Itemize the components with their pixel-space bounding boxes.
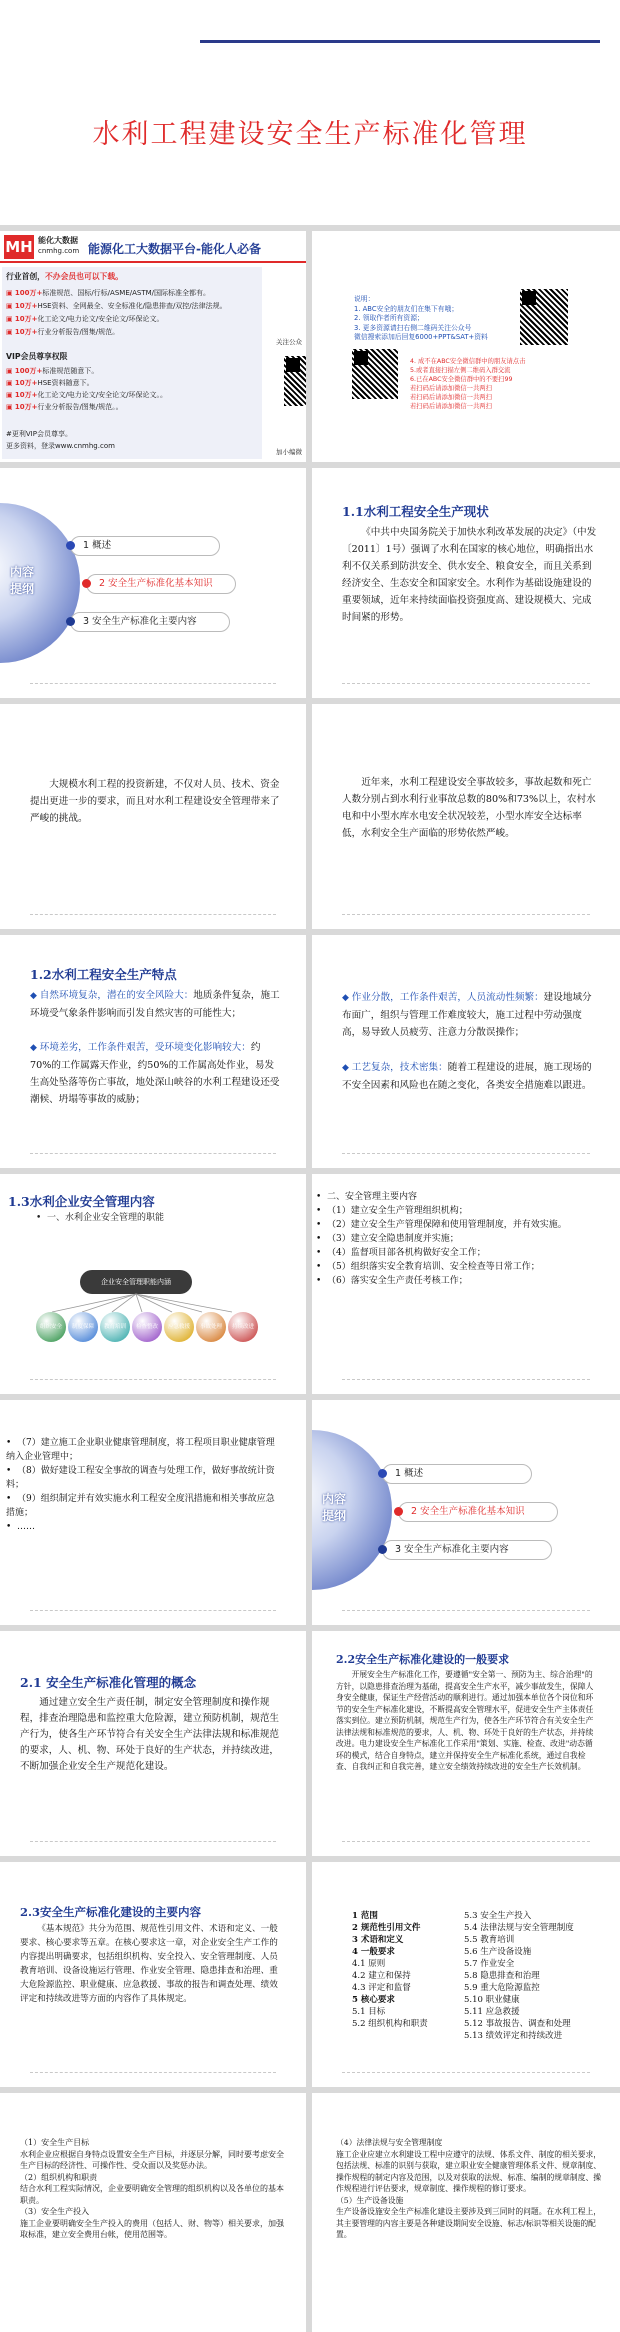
outline-item-2[interactable]: 2 安全生产标准化基本知识 (398, 1502, 558, 1522)
slide-2-3-detail (0, 2093, 306, 2332)
vip-title: VIP会员尊享权限 (6, 352, 68, 361)
slide-1-3-more (0, 1400, 306, 1625)
management-list: • 二、安全管理主要内容 • （1）建立安全生产管理组织机构； • （2）建立安全生产管理保障和使用管理制度，并有效实施。 • （3）建立安全隐患制度并实施； • （4）监督项目部各机构做好安全工作； • （5）组织落实安全教育培训、安全检查等日常工作； • （6）落实安全生产责任考核工作； (316, 1192, 567, 1286)
slide-2-2 (312, 1631, 620, 1856)
center-label: 企业安全管理职能内涵 (80, 1270, 192, 1294)
feature-2: ◆ 环境差劣，工作条件艰苦，受环境变化影响较大：约70%的工作属露天作业，约50%的工作属高处作业，易发生高处坠落等伤亡事故，地处深山峡谷的水利工程建设还受潮候、坍塌等事故的威胁； (30, 1042, 280, 1105)
slide-1-2 (0, 935, 306, 1168)
slide-2-1 (0, 1631, 306, 1856)
slide-1-3 (0, 1174, 306, 1394)
slide-1-1 (312, 468, 620, 698)
ad-footer2: 更多资料，登录www.cnmhg.com (6, 442, 115, 450)
logo: MH (4, 235, 34, 259)
bullet-dot (82, 579, 91, 588)
slide-2-3-toc (312, 1862, 620, 2087)
qr-code-icon (284, 356, 306, 406)
ball-1: 组织安全 (36, 1312, 66, 1342)
outline-label: 内容 提纲 (10, 565, 35, 596)
qr-note-2: 加小编微 (276, 448, 302, 456)
vip-list: ▣ 100万+标准规范随意下。 ▣ 10万+HSE资料随意下。 ▣ 10万+化工论文/电力论文/安全论文/环保论文。。 ▣ 10万+行业分析报告/图集/规范。。 (6, 367, 168, 411)
outline-item-1[interactable]: 1 概述 (70, 536, 220, 556)
sub-heading: • 一、水利企业安全管理的职能 (36, 1213, 165, 1223)
notice-blue: 说明： 1. ABC安全的朋友们在集下有哦； 2. 领取作者所有资源； 3. 更多资源请扫右侧二维码关注公众号 微信搜索添加后回复6000+PPT&SAT+资料 (354, 295, 488, 341)
section-text: 开展安全生产标准化工作，要遵循"安全第一、预防为主、综合治理"的方针，以隐患排查治理为基础，提高安全生产水平，减少事故发生，保障人身安全健康，保证生产经营活动的顺利进行。通过加强本单位各个岗位和环节的安全生产标准化建设，不断提高安全管理水平，促进安全生产主体责任落实到位。建立预防机制，规范生产行为，使各生产环节符合有关安全生产法律法规和标准规范的要求，人、机、物、环处于良好的生产状态，并持续改进。电力建设安全生产标准化工作采用"策划、实施、检查、改进"动态循环的模式，结合自身特点，建立并保持安全生产标准化系统，通过自我检查、自我纠正和自我完善，建立安全绩效持续改进的安全生产长效机制。 (336, 1670, 594, 1771)
ball-2: 制度保障 (68, 1312, 98, 1342)
page-title: 水利工程建设安全生产标准化管理 (92, 119, 528, 150)
section-text: 《中共中央国务院关于加快水利改革发展的决定》（中发〔2011〕1号）强调了水利在国家的核心地位，明确指出水利不仅关系到防洪安全、供水安全、粮食安全，而且关系到经济安全、生态安全和国家安全。水利作为基础设施建设的重要领域，近年来持续面临投资强度高、建设规模大、完成时间紧的形势。 (342, 527, 597, 623)
feature-1: ◆ 自然环境复杂，潜在的安全风险大：地质条件复杂，施工环境受气象条件影响而引发自然灾害的可能性大； (30, 990, 280, 1019)
bullet-dot (378, 1545, 387, 1554)
outline-slide-2 (312, 1400, 620, 1625)
logo-text: 能化大数据 (38, 236, 78, 245)
management-list-more: • （7）建立施工企业职业健康管理制度，将工程项目职业健康管理纳入企业管理中； • （8）做好建设工程安全事故的调查与处理工作，做好事故统计资料； • （9）组织制定并有效实施水利工程安全度汛措施和相关事故应急措施； • …… (6, 1438, 275, 1532)
section-heading: 2.3安全生产标准化建设的主要内容 (20, 1905, 202, 1919)
slide-accidents (312, 704, 620, 929)
detail-text: （1）安全生产目标 水利企业应根据自身特点设置安全生产目标，并逐层分解，同时要考虑安全生产目标的经济性、可操作性、受众面以及奖惩办法。 （2）组织机构和职责 结合水利工程实际情况，企业要明确安全管理的组织机构以及各单位的基本职责。 （3）安全生产投入 施工企业要明确安全生产投入的费用（包括人、财、物等）相关要求，加强取标准，建立安全费用台帐，使用范围等。 (20, 2138, 284, 2239)
slide-2-3-detail-cont (312, 2093, 620, 2332)
ball-row (36, 1312, 276, 1342)
outline-item-2[interactable]: 2 安全生产标准化基本知识 (86, 574, 236, 594)
outline-slide (0, 468, 306, 698)
platform-title: 能源化工大数据平台-能化人必备 (88, 242, 261, 256)
ball-7: 持续改进 (228, 1312, 258, 1342)
bullet-dot (394, 1507, 403, 1516)
bullet-dot (378, 1469, 387, 1478)
ad-intro: 行业首创，不办会员也可以下载。 (6, 272, 123, 281)
bullet-dot (66, 541, 75, 550)
outline-label: 内容 提纲 (322, 1492, 347, 1523)
section-heading: 1.1水利工程安全生产现状 (342, 504, 489, 519)
slide-2-3 (0, 1862, 306, 2087)
section-heading: 1.2水利工程安全生产特点 (30, 967, 177, 982)
accident-text: 近年来，水利工程建设安全事故较多，事故起数和死亡人数分别占到水利行业事故总数的80%和73%以上，农村水电和中小型水库水电安全状况较差，小型水库安全达标率低，水利安全生产面临的形势依然严峻。 (342, 777, 596, 839)
outline-item-3[interactable]: 3 安全生产标准化主要内容 (70, 612, 230, 632)
title-bar (200, 40, 600, 43)
section-text: 《基本规范》共分为范围、规范性引用文件、术语和定义、一般要求、核心要求等五章。在核心要求这一章，对企业安全生产工作的内容提出明确要求，包括组织机构、安全投入、安全管理制度、人员教育培训、设备设施运行管理、作业安全管理、隐患排查和治理、重大危险源监控、职业健康、应急救援、事故的报告和调查处理、绩效评定和持续改进等方面的内容作了具体规定。 (20, 1924, 278, 2004)
notice-red: 4. 成不在ABC安全微信群中的朋友请点击 5.或者直接扫描左侧二维码入群交流 6.已在ABC安全微信群中的不要扫99 若扫码后请添加微信一共两扫 若扫码后请添加微信一共两扫 若扫码后请添加微信一共两扫 (410, 358, 526, 410)
section-heading: 1.3水利企业安全管理内容 (8, 1194, 155, 1209)
ad-list: ▣ 100万+标准规范、国标/行标/ASME/ASTM/国际标准全都有。 ▣ 10万+HSE资料、全网最全、安全标准化/隐患排查/双控/法律法规。 ▣ 10万+化工论文/电力论文/安全论文/环保论文。 ▣ 10万+行业分析报告/图集/规范。 (6, 289, 227, 336)
feature-4: ◆ 工艺复杂，技术密集：随着工程建设的进展，施工现场的不安全因素和风险也在随之变化，各类安全措施难以跟进。 (342, 1062, 592, 1091)
outline-item-1[interactable]: 1 概述 (382, 1464, 532, 1484)
slide-challenge (0, 704, 306, 929)
ball-3: 教育培训 (100, 1312, 130, 1342)
notice-panel (312, 231, 620, 462)
challenge-text: 大规模水利工程的投资新建，不仅对人员、技术、资金提出更进一步的要求，而且对水利工程建设安全管理带来了严峻的挑战。 (30, 779, 280, 824)
ball-4: 检查整改 (132, 1312, 162, 1342)
outline-item-3[interactable]: 3 安全生产标准化主要内容 (382, 1540, 552, 1560)
section-text: 通过建立安全生产责任制，制定安全管理制度和操作规程，排查治理隐患和监控重大危险源，建立预防机制，规范生产行为，使各生产环节符合有关安全生产法律法规和标准规范的要求，人、机、物、环处于良好的生产状态，并持续改进，不断加强企业安全生产规范化建设。 (20, 1697, 280, 1772)
section-heading: 2.1 安全生产标准化管理的概念 (20, 1675, 197, 1690)
slide-1-3-cont (312, 1174, 620, 1394)
qr-code-icon (520, 289, 568, 345)
logo-url: cnmhg.com (38, 247, 80, 255)
detail-text: （4）法律法规与安全管理制度 施工企业应建立水利建设工程中应遵守的法规、体系文件、制度的相关要求，包括法规、标准的识别与获取，建立职业安全健康管理体系文件、规章制度、操作规程的制定内容及范围，以及对获取的法规、标准、编制的规章制度、操作规程进行评估要求，规章制度、操作规程的修订要求。 （5）生产设备设施 生产设备设施安全生产标准化建设主要涉及到三同时的问题。在水利工程上，其主要管理的内容主要是各种建设期间安全设施、标志/标识等相关设施的配置。 (336, 2138, 602, 2239)
title-slide (0, 0, 620, 225)
section-heading: 2.2安全生产标准化建设的一般要求 (336, 1653, 510, 1666)
toc-right: 5.3 安全生产投入 5.4 法律法规与安全管理制度 5.5 教育培训 5.6 生产设备设施 5.7 作业安全 5.8 隐患排查和治理 5.9 重大危险源监控 5.10 职业健康 5.11 应急救援 5.12 事故报告、调查和处理 5.13 绩效评定和持续改进 (464, 1911, 574, 2041)
feature-3: ◆ 作业分散，工作条件艰苦，人员流动性频繁：建设地域分布面广，组织与管理工作难度较大，施工过程中劳动强度高，易导致人员疲劳、注意力分散误操作； (342, 992, 592, 1038)
ball-5: 应急救援 (164, 1312, 194, 1342)
connector-lines (0, 1174, 306, 1394)
qr-code-icon (352, 349, 398, 399)
ad-footer1: #更利VIP会员尊享。 (6, 430, 72, 438)
toc-left: 1 范围 2 规范性引用文件 3 术语和定义 4 一般要求 4.1 原则 4.2 建立和保持 4.3 评定和监督 5 核心要求 5.1 目标 5.2 组织机构和职责 (352, 1911, 428, 2029)
qr-note-1: 关注公众 (276, 338, 302, 346)
bullet-dot (66, 617, 75, 626)
ball-6: 事故处理 (196, 1312, 226, 1342)
ad-panel (0, 231, 306, 462)
slide-1-2-cont (312, 935, 620, 1168)
